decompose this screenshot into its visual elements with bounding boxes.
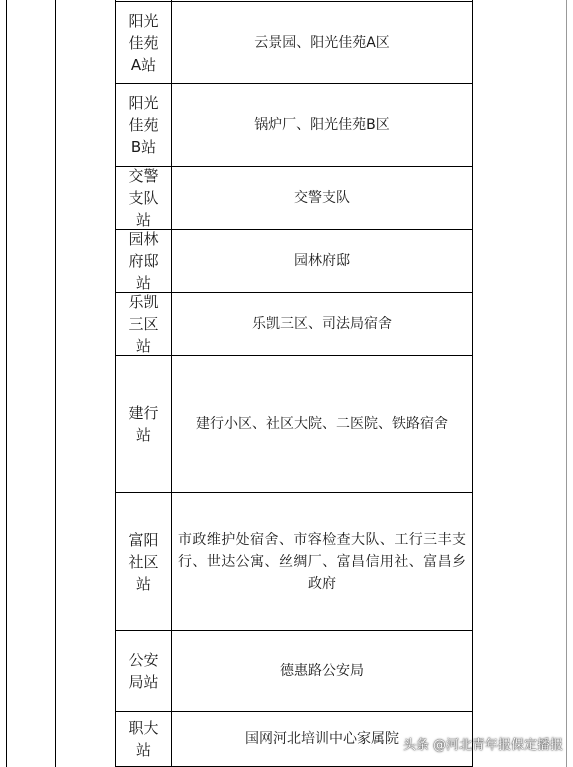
service-area-cell bbox=[172, 356, 472, 492]
station-cell bbox=[116, 2, 171, 83]
station-name: 富阳社区站 bbox=[128, 530, 159, 593]
watermark-text: 头条 @河北青年报保定播报 bbox=[402, 738, 563, 753]
service-area-cell bbox=[172, 167, 472, 229]
station-cell bbox=[116, 293, 171, 355]
table-divider-col4 bbox=[472, 0, 473, 767]
service-area-text: 锅炉厂、阳光佳苑B区 bbox=[254, 117, 390, 133]
station-cell bbox=[116, 84, 171, 166]
service-area-cell bbox=[172, 230, 472, 292]
station-cell bbox=[116, 167, 171, 229]
station-name: 阳光佳苑A站 bbox=[128, 11, 159, 74]
station-cell bbox=[116, 356, 171, 492]
service-area-text: 国网河北培训中心家属院 bbox=[245, 731, 399, 747]
station-cell bbox=[116, 631, 171, 711]
station-name: 职大站 bbox=[128, 719, 159, 759]
station-name: 阳光佳苑B站 bbox=[128, 94, 159, 156]
station-name: 园林府邸站 bbox=[128, 230, 159, 292]
service-area-text: 云景园、阳光佳苑A区 bbox=[254, 34, 390, 51]
station-name: 公安局站 bbox=[128, 651, 159, 691]
service-area-text: 德惠路公安局 bbox=[280, 663, 364, 679]
station-name: 交警支队站 bbox=[128, 167, 159, 229]
service-area-cell bbox=[172, 493, 472, 630]
service-area-text: 园林府邸 bbox=[294, 253, 350, 269]
watermark bbox=[403, 734, 563, 753]
service-area-text: 市政维护处宿舍、市容检查大队、工行三丰支行、世达公寓、丝绸厂、富昌信用社、富昌乡政府 bbox=[178, 531, 466, 592]
service-area-text: 建行小区、社区大院、二医院、铁路宿舍 bbox=[196, 416, 448, 432]
station-name: 乐凯三区站 bbox=[128, 293, 159, 355]
table-divider-col1 bbox=[55, 0, 56, 767]
station-cell bbox=[116, 493, 171, 630]
service-area-cell bbox=[172, 293, 472, 355]
station-cell bbox=[116, 712, 171, 766]
station-name: 建行站 bbox=[128, 404, 159, 444]
service-area-cell bbox=[172, 84, 472, 166]
service-area-cell bbox=[172, 2, 472, 83]
page-edge-right bbox=[566, 0, 567, 767]
service-area-cell bbox=[172, 631, 472, 711]
service-area-text: 乐凯三区、司法局宿舍 bbox=[252, 316, 392, 332]
table-border-left bbox=[6, 0, 7, 767]
station-cell bbox=[116, 230, 171, 292]
service-area-text: 交警支队 bbox=[294, 190, 350, 206]
